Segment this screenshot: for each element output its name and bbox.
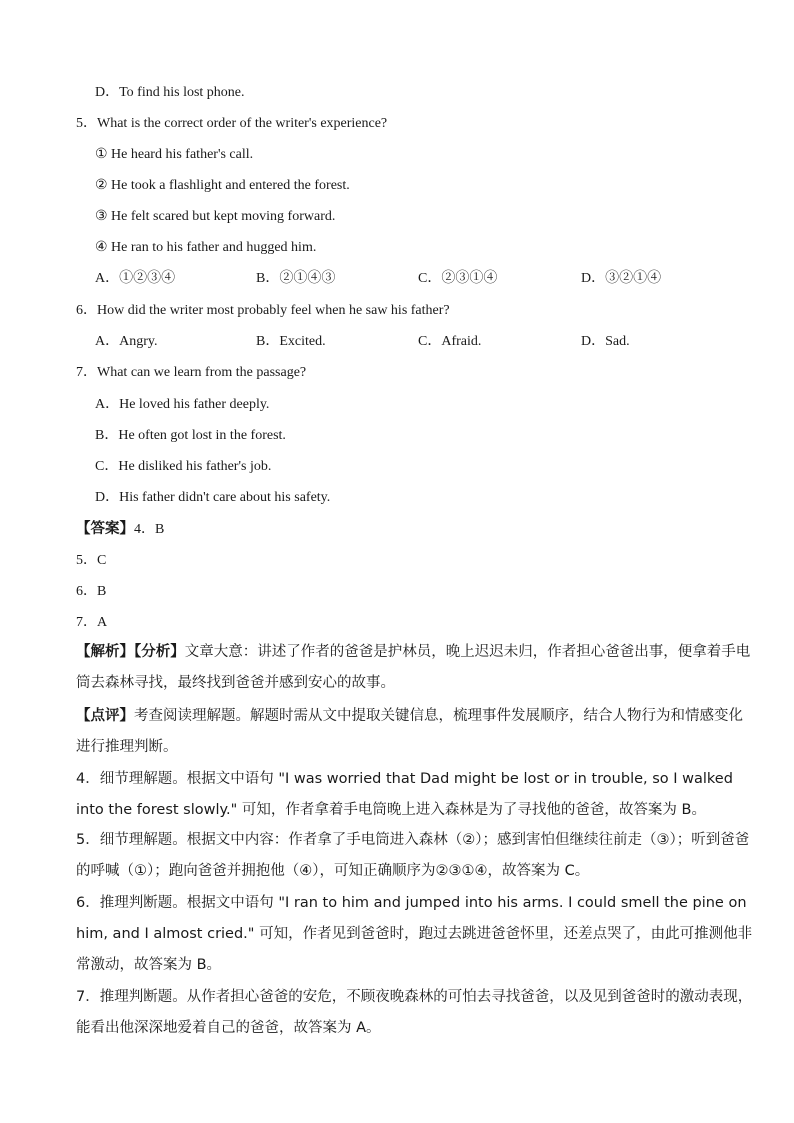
answer-6: 6．B — [76, 584, 107, 599]
q5-step-3: ③ He felt scared but kept moving forward. — [95, 209, 336, 224]
explanation-4: 4．细节理解题。根据文中语句 "I was worried that Dad might be lost or in trouble, so I walked into the forest slowly." 可知，作者拿着手电筒晚上进入森林是为了寻找他的爸爸，故答案为 B。 — [76, 771, 733, 818]
summary-label: 【分析】 — [134, 644, 185, 660]
q6-question: 6．How did the writer most probably feel when he saw his father? — [76, 303, 450, 318]
q5-option-a: A．①②③④ — [95, 271, 176, 286]
q5-option-d: D．③②①④ — [581, 271, 662, 286]
q7-question: 7．What can we learn from the passage? — [76, 365, 307, 380]
summary-text: 文章大意：讲述了作者的爸爸是护林员，晚上迟迟未归，作者担心爸爸出事，便拿着手电筒去森林寻找，最终找到爸爸并感到安心的故事。 — [76, 644, 751, 691]
q5-question: 5．What is the correct order of the writer's experience? — [76, 116, 388, 131]
q5-option-c: C．②③①④ — [418, 271, 498, 286]
explanation-5: 5．细节理解题。根据文中内容：作者拿了手电筒进入森林（②）；感到害怕但继续往前走（③）；听到爸爸的呼喊（①）；跑向爸爸并拥抱他（④），可知正确顺序为②③①④，故答案为 C。 — [76, 832, 750, 879]
q4-option-d: D．To find his lost phone. — [95, 85, 245, 100]
answer-4: 4．B — [134, 522, 165, 537]
q5-option-b: B．②①④③ — [256, 271, 336, 286]
analysis-comment — [76, 701, 756, 763]
q5-step-1: ① He heard his father's call. — [95, 147, 254, 162]
q6-option-b: B．Excited. — [256, 334, 326, 349]
answer-7: 7．A — [76, 615, 108, 630]
q5-step-4: ④ He ran to his father and hugged him. — [95, 240, 317, 255]
q7-option-d: D．His father didn't care about his safety. — [95, 490, 331, 505]
answer-label: 【答案】 — [76, 521, 134, 537]
q7-option-a: A．He loved his father deeply. — [95, 397, 270, 412]
analysis-label: 【解析】 — [76, 644, 134, 660]
explanation-7: 7．推理判断题。从作者担心爸爸的安危，不顾夜晚森林的可怕去寻找爸爸，以及见到爸爸时的激动表现，能看出他深深地爱着自己的爸爸，故答案为 A。 — [76, 989, 753, 1036]
q7-option-c: C．He disliked his father's job. — [95, 459, 272, 474]
q7-option-b: B．He often got lost in the forest. — [95, 428, 286, 443]
q5-step-2: ② He took a flashlight and entered the forest. — [95, 178, 350, 193]
explanation-6: 6．推理判断题。根据文中语句 "I ran to him and jumped into his arms. I could smell the pine on him, and I almost cried." 可知，作者见到爸爸时，跑过去跳进爸爸怀里，还差点哭了，由此可推测他非常激动，故答案为 B。 — [76, 895, 753, 973]
q6-option-c: C．Afraid. — [418, 334, 482, 349]
analysis-summary — [76, 637, 756, 699]
answer-5: 5．C — [76, 553, 107, 568]
q6-option-d: D．Sad. — [581, 334, 630, 349]
answer-line-4 — [76, 520, 164, 539]
q6-option-a: A．Angry. — [95, 334, 158, 349]
comment-text: 考查阅读理解题。解题时需从文中提取关键信息，梳理事件发展顺序，结合人物行为和情感变化进行推理判断。 — [76, 708, 743, 755]
comment-label: 【点评】 — [76, 708, 134, 724]
